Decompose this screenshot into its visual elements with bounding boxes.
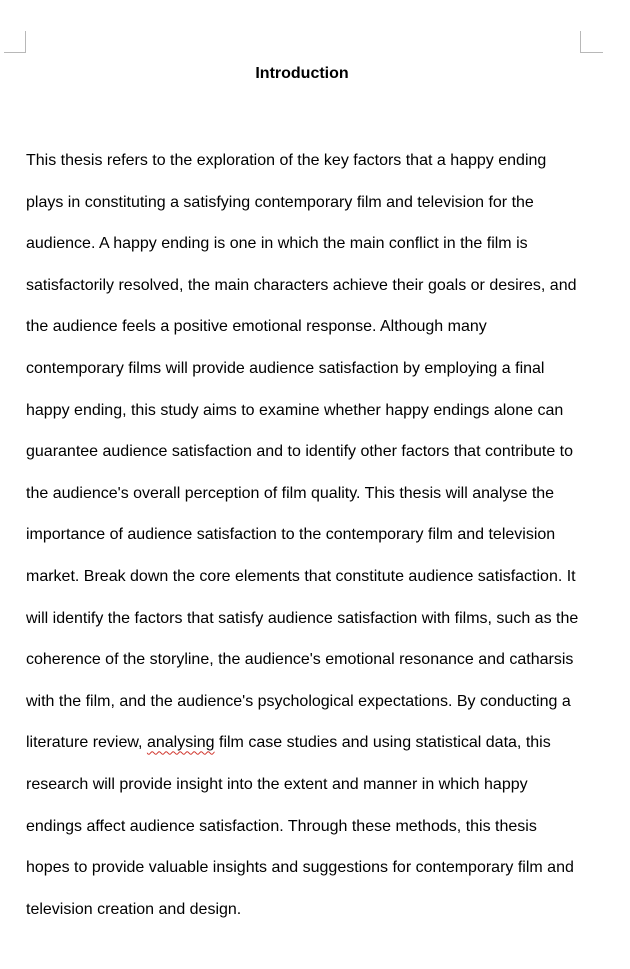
paragraph-line: endings affect audience satisfaction. Through these methods, this thesis [26, 817, 537, 835]
paragraph-line: contemporary films will provide audience satisfaction by employing a final [26, 359, 545, 377]
paragraph-line: satisfactorily resolved, the main characters achieve their goals or desires, and [26, 276, 577, 294]
paragraph-line: hopes to provide valuable insights and suggestions for contemporary film and [26, 859, 574, 877]
paragraph-line: plays in constituting a satisfying contemporary film and television for the [26, 193, 534, 211]
line-text-before: literature review, [26, 734, 147, 752]
paragraph-line-with-spelling-mark [26, 722, 586, 764]
crop-mark-top-left [4, 31, 26, 53]
page-title: Introduction [255, 65, 349, 82]
body-paragraph [26, 140, 586, 930]
paragraph-line: market. Break down the core elements that constitute audience satisfaction. It [26, 567, 576, 585]
paragraph-line: guarantee audience satisfaction and to identify other factors that contribute to [26, 443, 574, 461]
paragraph-line: will identify the factors that satisfy audience satisfaction with films, such as the [26, 609, 579, 627]
crop-mark-top-right [580, 31, 603, 53]
paragraph-line: audience. A happy ending is one in which the main conflict in the film is [26, 235, 528, 253]
paragraph-line: television creation and design. [26, 900, 242, 918]
paragraph-line: This thesis refers to the exploration of the key factors that a happy ending [26, 152, 547, 169]
paragraph-line: coherence of the storyline, the audience's emotional resonance and catharsis [26, 651, 574, 669]
paragraph-line: with the film, and the audience's psychological expectations. By conducting a [26, 692, 571, 710]
paragraph-line: happy ending, this study aims to examine whether happy endings alone can [26, 401, 564, 419]
paragraph-line: the audience's overall perception of film quality. This thesis will analyse the [26, 484, 555, 502]
paragraph-line: the audience feels a positive emotional response. Although many [26, 318, 487, 336]
line-text-after: film case studies and using statistical data, this [214, 734, 551, 752]
misspelled-word[interactable]: analysing [146, 734, 215, 752]
paragraph-line: research will provide insight into the extent and manner in which happy [26, 775, 528, 793]
paragraph-line: importance of audience satisfaction to the contemporary film and television [26, 526, 556, 544]
